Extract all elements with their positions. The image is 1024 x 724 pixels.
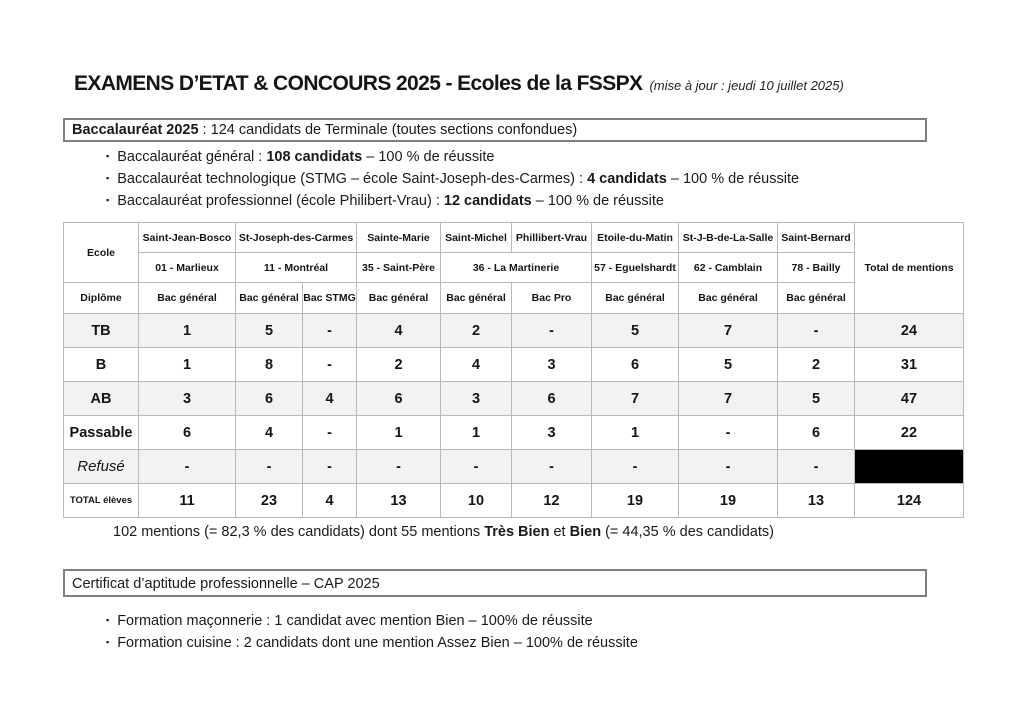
diploma-header: Bac général [357, 283, 441, 314]
bullet-icon: ▪ [106, 151, 110, 161]
table-cell: 2 [357, 348, 441, 382]
table-cell: 11 [139, 484, 236, 518]
diploma-header: Bac général [778, 283, 855, 314]
table-cell: 3 [512, 416, 592, 450]
summary-text-bold: Très Bien [484, 524, 550, 540]
school-header: Phillibert-Vrau [512, 223, 592, 253]
bullet-bac-professionnel [106, 190, 799, 212]
table-cell: 7 [592, 382, 679, 416]
location-header: 35 - Saint-Père [357, 253, 441, 283]
table-cell: 19 [592, 484, 679, 518]
bac-heading-rest: : 124 candidats de Terminale (toutes sections confondues) [198, 122, 578, 138]
bullet-text-bold: 12 candidats [443, 193, 532, 209]
summary-text: et [549, 524, 570, 540]
cap-bullet-list [106, 610, 638, 654]
table-cell: 6 [357, 382, 441, 416]
table-cell: - [303, 416, 357, 450]
mentions-summary [113, 524, 774, 540]
bullet-text: – 100 % de réussite [531, 193, 664, 209]
bac-heading-bold: Baccalauréat 2025 [72, 122, 199, 138]
bullet-bac-technologique [106, 168, 799, 190]
table-cell: 12 [512, 484, 592, 518]
table-row-locations [64, 253, 964, 283]
location-header: 57 - Eguelshardt [592, 253, 679, 283]
bullet-text-bold: 4 candidats [587, 171, 667, 187]
table-cell: 13 [778, 484, 855, 518]
bullet-text: Baccalauréat technologique (STMG – école Saint-Joseph-des-Carmes) : [117, 171, 588, 187]
table-cell: 10 [441, 484, 512, 518]
table-cell: 7 [679, 314, 778, 348]
bac-bullet-list [106, 146, 799, 212]
location-header: 62 - Camblain [679, 253, 778, 283]
bullet-icon: ▪ [106, 195, 110, 205]
bullet-icon: ▪ [106, 637, 110, 647]
table-cell: - [679, 450, 778, 484]
school-header: Saint-Bernard [778, 223, 855, 253]
school-header: Saint-Michel [441, 223, 512, 253]
diploma-header: Bac général [679, 283, 778, 314]
table-cell: 2 [778, 348, 855, 382]
table-cell: 4 [236, 416, 303, 450]
table-cell: 8 [236, 348, 303, 382]
table-cell: 1 [139, 314, 236, 348]
table-row-refuse [64, 450, 964, 484]
table-cell: 3 [441, 382, 512, 416]
bullet-text: Baccalauréat professionnel (école Philibert-Vrau) : [117, 193, 444, 209]
school-header: St-Joseph-des-Carmes [236, 223, 357, 253]
bullet-text: Baccalauréat général : [117, 149, 267, 165]
bullet-text: – 100 % de réussite [666, 171, 800, 187]
table-cell: 6 [139, 416, 236, 450]
table-cell: 1 [441, 416, 512, 450]
diploma-header: Bac général [139, 283, 236, 314]
location-header: 01 - Marlieux [139, 253, 236, 283]
table-row-passable [64, 416, 964, 450]
table-cell: 5 [679, 348, 778, 382]
table-cell: - [512, 314, 592, 348]
table-row-diplomas [64, 283, 964, 314]
diploma-header: Bac Pro [512, 283, 592, 314]
table-cell: - [592, 450, 679, 484]
location-header: 78 - Bailly [778, 253, 855, 283]
table-row-b [64, 348, 964, 382]
school-header: Etoile-du-Matin [592, 223, 679, 253]
table-cell-total: 22 [855, 416, 964, 450]
table-cell: - [236, 450, 303, 484]
table-cell: 13 [357, 484, 441, 518]
page-title-update-note: (mise à jour : jeudi 10 juillet 2025) [649, 78, 844, 93]
table-cell: 7 [679, 382, 778, 416]
bullet-text: – 100 % de réussite [362, 149, 495, 165]
cap-heading-text: Certificat d’aptitude professionnelle – CAP 2025 [72, 576, 380, 592]
table-cell: 3 [139, 382, 236, 416]
results-table [63, 222, 964, 518]
redacted-cell [855, 450, 964, 484]
bullet-text: Formation cuisine : 2 candidats dont une mention Assez Bien – 100% de réussite [117, 635, 638, 651]
header-ecole: Ecole [64, 223, 139, 283]
table-row-tb [64, 314, 964, 348]
school-header: St-J-B-de-La-Salle [679, 223, 778, 253]
bullet-icon: ▪ [106, 173, 110, 183]
table-cell-total: 31 [855, 348, 964, 382]
page-title [74, 72, 844, 96]
table-cell: 4 [357, 314, 441, 348]
table-cell: 4 [303, 382, 357, 416]
table-cell: 1 [139, 348, 236, 382]
row-label: B [64, 348, 139, 382]
summary-text-bold: Bien [569, 524, 602, 540]
summary-text: (= 44,35 % des candidats) [601, 524, 774, 540]
table-cell: 1 [592, 416, 679, 450]
table-cell: - [303, 348, 357, 382]
bullet-icon: ▪ [106, 615, 110, 625]
table-cell: - [778, 314, 855, 348]
diploma-header: Bac général [592, 283, 679, 314]
bac-section-heading [63, 118, 927, 142]
table-cell-total: 47 [855, 382, 964, 416]
table-cell: - [357, 450, 441, 484]
table-row-ab [64, 382, 964, 416]
table-cell: - [679, 416, 778, 450]
table-cell: 2 [441, 314, 512, 348]
table-row-total-eleves [64, 484, 964, 518]
diploma-header: Bac général [236, 283, 303, 314]
summary-text: 102 mentions (= 82,3 % des candidats) dont 55 mentions [113, 524, 485, 540]
bullet-text-bold: 108 candidats [266, 149, 363, 165]
bullet-bac-general [106, 146, 799, 168]
row-label: Refusé [64, 450, 139, 484]
table-cell: - [303, 314, 357, 348]
location-header: 36 - La Martinerie [441, 253, 592, 283]
table-row-schools [64, 223, 964, 253]
cap-section-heading [63, 569, 927, 597]
table-cell: 4 [441, 348, 512, 382]
bullet-cap-maconnerie [106, 610, 638, 632]
table-cell-total: 124 [855, 484, 964, 518]
diploma-header: Bac STMG [303, 283, 357, 314]
row-label: Passable [64, 416, 139, 450]
school-header: Sainte-Marie [357, 223, 441, 253]
header-diplome: Diplôme [64, 283, 139, 314]
table-cell: 6 [512, 382, 592, 416]
table-cell: - [778, 450, 855, 484]
bullet-text: Formation maçonnerie : 1 candidat avec mention Bien – 100% de réussite [117, 613, 593, 629]
table-cell-total: 24 [855, 314, 964, 348]
table-cell: - [512, 450, 592, 484]
row-label: TB [64, 314, 139, 348]
table-cell: 1 [357, 416, 441, 450]
table-cell: 3 [512, 348, 592, 382]
table-cell: 6 [592, 348, 679, 382]
table-cell: 4 [303, 484, 357, 518]
page-title-text: EXAMENS D’ETAT & CONCOURS 2025 - Ecoles de la FSSPX [74, 72, 643, 95]
table-cell: 23 [236, 484, 303, 518]
table-cell: 5 [778, 382, 855, 416]
table-cell: 5 [236, 314, 303, 348]
table-cell: 5 [592, 314, 679, 348]
table-cell: 6 [778, 416, 855, 450]
table-cell: - [139, 450, 236, 484]
table-cell: - [303, 450, 357, 484]
table-cell: 19 [679, 484, 778, 518]
row-label: TOTAL élèves [64, 484, 139, 518]
location-header: 11 - Montréal [236, 253, 357, 283]
header-total-mentions: Total de mentions [855, 223, 964, 314]
school-header: Saint-Jean-Bosco [139, 223, 236, 253]
row-label: AB [64, 382, 139, 416]
table-cell: - [441, 450, 512, 484]
diploma-header: Bac général [441, 283, 512, 314]
table-cell: 6 [236, 382, 303, 416]
bullet-cap-cuisine [106, 632, 638, 654]
